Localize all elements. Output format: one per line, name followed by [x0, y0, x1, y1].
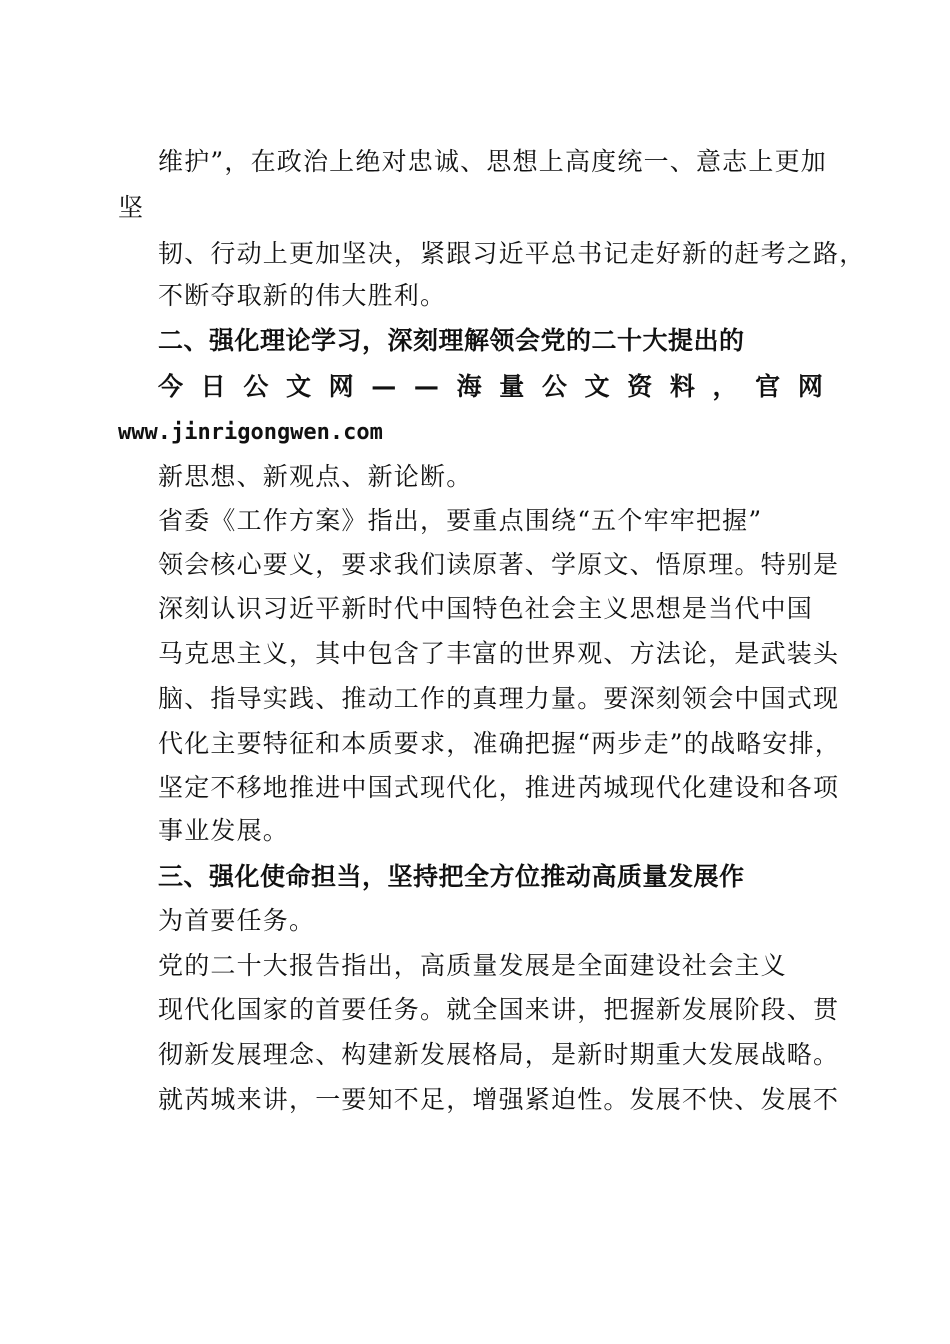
watermark-char: 料 — [669, 372, 695, 401]
body-line: 深刻认识习近平新时代中国特色社会主义思想是当代中国 — [158, 594, 814, 623]
body-line: 坚 — [118, 193, 145, 222]
section-heading: 三、强化使命担当，坚持把全方位推动高质量发展作 — [158, 862, 745, 891]
body-line: 马克思主义，其中包含了丰富的世界观、方法论，是武装头 — [158, 639, 840, 668]
body-line: 彻新发展理念、构建新发展格局，是新时期重大发展战略。 — [158, 1040, 840, 1069]
watermark-char: 官 — [755, 372, 781, 401]
body-line: 省委《工作方案》指出，要重点围绕“五个牢牢把握” — [158, 506, 763, 535]
watermark-char: 公 — [541, 372, 567, 401]
body-line: 维护”，在政治上绝对忠诚、思想上高度统一、意志上更加 — [158, 147, 827, 176]
watermark-char: 文 — [285, 372, 311, 401]
body-line: 脑、指导实践、推动工作的真理力量。要深刻领会中国式现 — [158, 684, 840, 713]
body-line: 就芮城来讲，一要知不足，增强紧迫性。发展不快、发展不 — [158, 1085, 840, 1114]
body-line: 事业发展。 — [158, 816, 290, 845]
watermark-char: 今 — [158, 372, 184, 401]
body-line: 领会核心要义，要求我们读原著、学原文、悟原理。特别是 — [158, 550, 840, 579]
body-line: 新思想、新观点、新论断。 — [158, 462, 473, 491]
watermark-char: 文 — [584, 372, 610, 401]
body-line: 党的二十大报告指出，高质量发展是全面建设社会主义 — [158, 951, 787, 980]
body-line: 韧、行动上更加坚决，紧跟习近平总书记走好新的赶考之路， — [158, 239, 866, 268]
section-heading: 二、强化理论学习，深刻理解领会党的二十大提出的 — [158, 326, 745, 355]
body-line: 现代化国家的首要任务。就全国来讲，把握新发展阶段、贯 — [158, 995, 840, 1024]
body-line: 为首要任务。 — [158, 906, 316, 935]
watermark-char: 网 — [328, 372, 354, 401]
watermark-char: 海 — [456, 372, 482, 401]
watermark-banner — [158, 372, 823, 402]
watermark-char: 量 — [499, 372, 525, 401]
body-line: 代化主要特征和本质要求，准确把握“两步走”的战略安排， — [158, 729, 841, 758]
watermark-char: — — [413, 372, 439, 401]
watermark-char: 资 — [627, 372, 653, 401]
watermark-char: 公 — [243, 372, 269, 401]
watermark-url: www.jinrigongwen.com — [118, 420, 383, 445]
body-line: 不断夺取新的伟大胜利。 — [158, 281, 447, 310]
watermark-char: 日 — [200, 372, 226, 401]
watermark-char: 网 — [797, 372, 823, 401]
watermark-char: — — [371, 372, 397, 401]
watermark-char: ， — [712, 372, 738, 401]
body-line: 坚定不移地推进中国式现代化，推进芮城现代化建设和各项 — [158, 773, 840, 802]
